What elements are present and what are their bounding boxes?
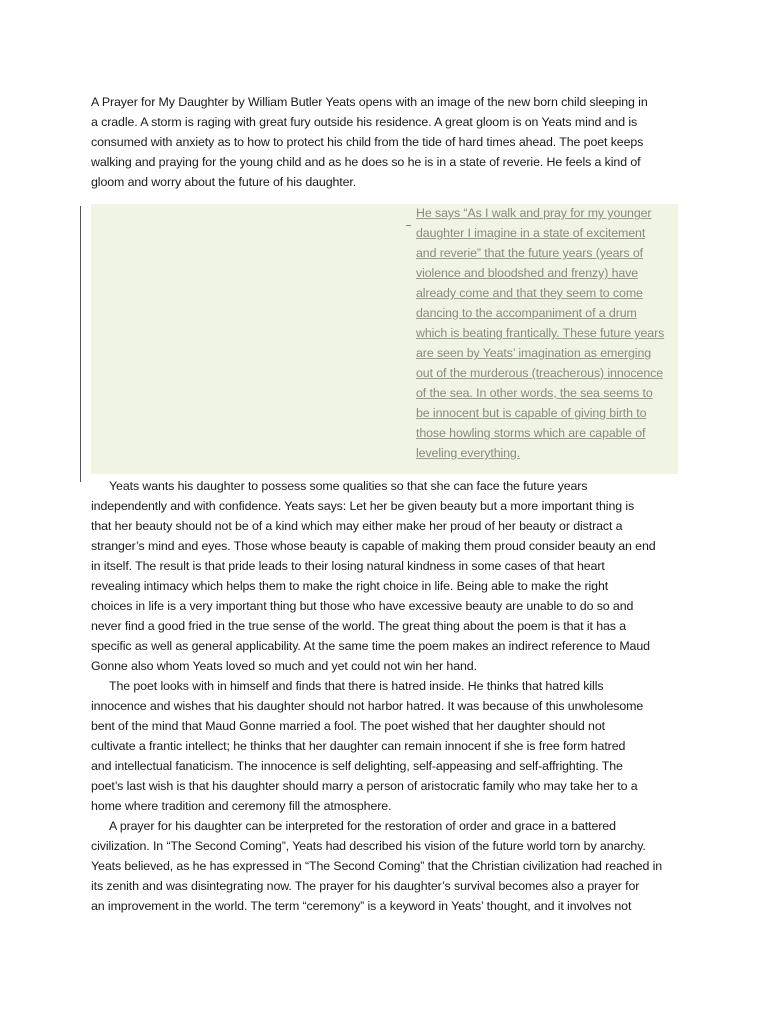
text-line: a cradle. A storm is raging with great fury outside his residence. A great gloom is on Yeats mind and is [91,115,638,129]
text-line: innocence and wishes that his daughter should not harbor hatred. It was because of this unwholesome [91,699,644,713]
paragraph-hatred [91,676,681,816]
text-line: that her beauty should not be of a kind which may either make her proud of her beauty or distract a [91,519,623,533]
text-line: cultivate a frantic intellect; he thinks that her daughter can remain innocent if she is free form hatred [91,739,626,753]
text-line: and intellectual fanaticism. The innocence is self delighting, self-appeasing and self-affrighting. The [91,759,623,773]
quote-line: already come and that they seem to come [416,286,643,300]
text-line: an improvement in the world. The term “ceremony” is a keyword in Yeats’ thought, and it involves not [91,899,632,913]
quote-line: violence and bloodshed and frenzy) have [416,266,639,280]
text-line: revealing intimacy which helps them to make the right choice in life. Being able to make the right [91,579,609,593]
text-line: consumed with anxiety as to how to protect his child from the tide of hard times ahead. The poet keeps [91,135,644,149]
text-line: Gonne also whom Yeats loved so much and yet could not win her hand. [91,659,477,673]
text-line: independently and with confidence. Yeats says: Let her be given beauty but a more important thing is [91,499,635,513]
text-line: Yeats wants his daughter to possess some qualities so that she can face the future years [109,479,588,493]
paragraph-civilization [91,816,681,916]
text-line: in itself. The result is that pride leads to their losing natural kindness in some cases of that heart [91,559,605,573]
quote-line: and reverie” that the future years (years of [416,246,644,260]
text-line: specific as well as general applicability. At the same time the poem makes an indirect reference to Maud [91,639,650,653]
quote-line: be innocent but is capable of giving birth to [416,406,647,420]
inserted-quote-block[interactable] [416,203,686,463]
text-line: its zenith and was disintegrating now. The prayer for his daughter’s survival becomes also a prayer for [91,879,640,893]
paragraph-intro [91,92,681,192]
text-line: choices in life is a very important thing but those who have excessive beauty are unable to do so and [91,599,634,613]
paragraph-beauty [91,476,681,676]
text-line: walking and praying for the young child and as he does so he is in a state of reverie. He feels a kind of [91,155,641,169]
text-line: home where tradition and ceremony fill the atmosphere. [91,799,392,813]
text-line: Yeats believed, as he has expressed in “The Second Coming” that the Christian civilization had reached in [91,859,663,873]
text-line: civilization. In “The Second Coming”, Yeats had described his vision of the future world torn by anarchy. [91,839,646,853]
quote-line: those howling storms which are capable of [416,426,646,440]
quote-line: are seen by Yeats’ imagination as emerging [416,346,652,360]
quote-line: dancing to the accompaniment of a drum [416,306,637,320]
text-line: stranger’s mind and eyes. Those whose beauty is capable of making them proud consider beauty an end [91,539,656,553]
change-bar [80,206,81,482]
text-line: bent of the mind that Maud Gonne married a fool. The poet wished that her daughter should not [91,719,605,733]
text-line: A prayer for his daughter can be interpreted for the restoration of order and grace in a battered [109,819,616,833]
quote-line: leveling everything. [416,446,521,460]
text-line: poet’s last wish is that his daughter should marry a person of aristocratic family who may take her to a [91,779,638,793]
text-line: never find a good fried in the true sense of the world. The great thing about the poem is that it has a [91,619,627,633]
text-line: A Prayer for My Daughter by William Butler Yeats opens with an image of the new born child sleeping in [91,95,648,109]
quote-line: daughter I imagine in a state of excitement [416,226,646,240]
quote-line: out of the murderous (treacherous) innocence [416,366,663,380]
quote-line: He says “As I walk and pray for my younger [416,206,652,220]
quote-line: which is beating frantically. These future years [416,326,665,340]
text-line: gloom and worry about the future of his daughter. [91,175,357,189]
comment-anchor [406,225,411,226]
text-line: The poet looks with in himself and finds that there is hatred inside. He thinks that hatred kills [109,679,604,693]
quote-line: of the sea. In other words, the sea seems to [416,386,653,400]
